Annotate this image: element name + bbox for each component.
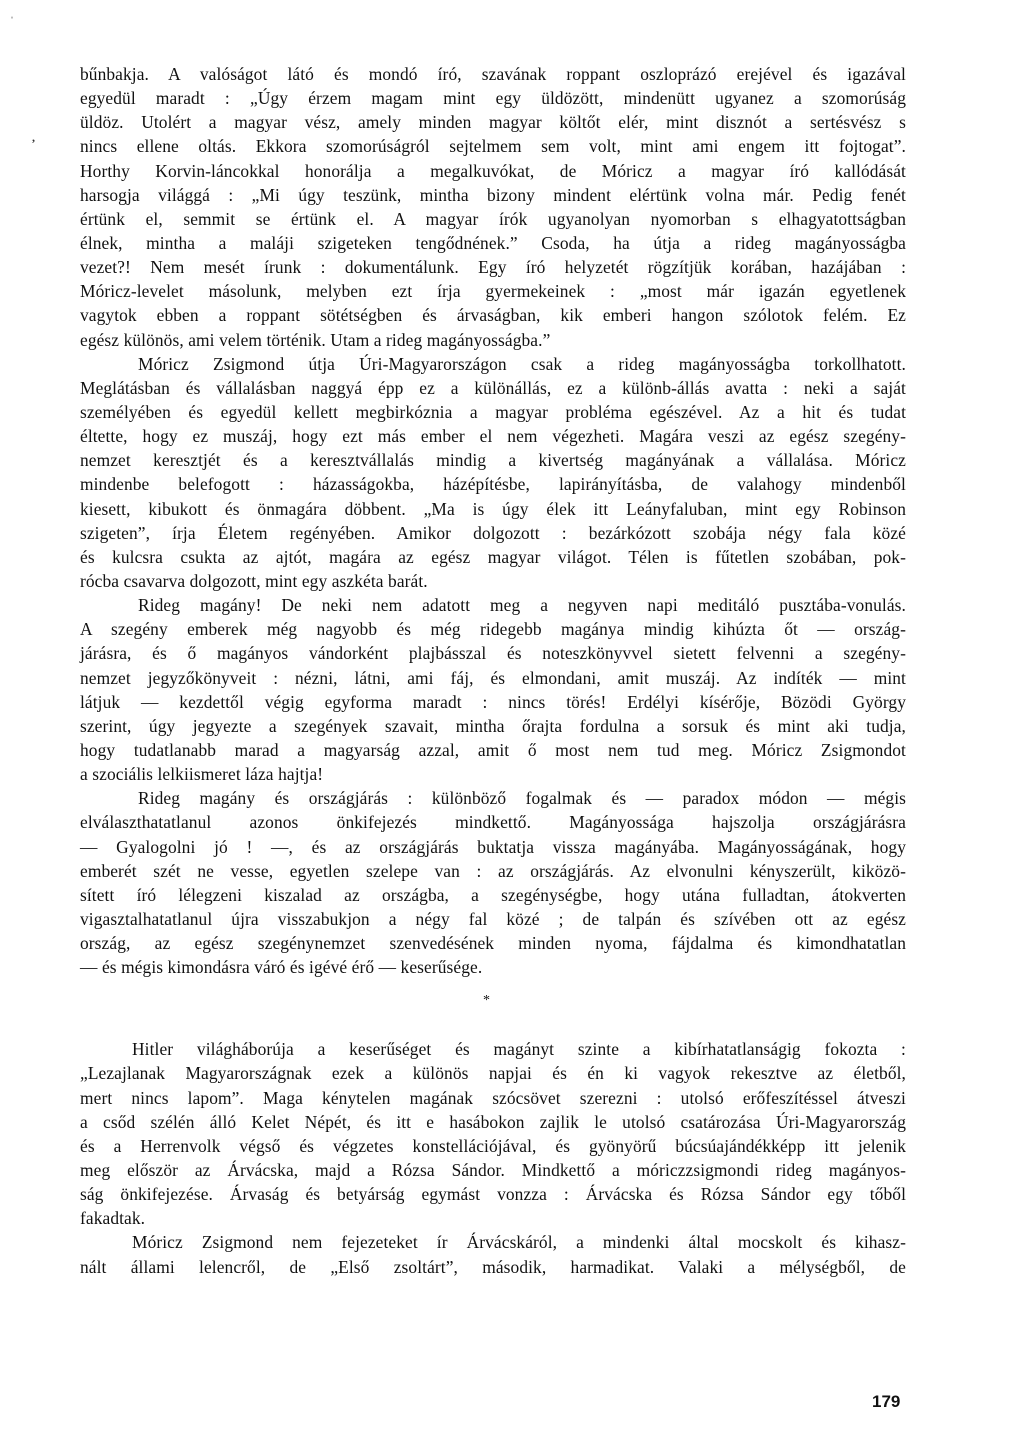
text-line: a szociális lelkiismeret láza hajtja! xyxy=(80,764,324,785)
text-line: látjuk — kezdettől végig egyforma maradt : nincs törés! Erdélyi kísérője, Bözödi György xyxy=(80,691,906,712)
paragraph xyxy=(80,593,906,786)
asterisk-separator: * xyxy=(483,993,490,1009)
page-number: 179 xyxy=(872,1392,901,1411)
text-line: nemzet jegyzőkönyveit : nézni, látni, ami fáj, és elmondani, amit muszáj. Az indíték — mint xyxy=(80,667,906,688)
text-line: hogy tudatlanabb marad a magyarság azzal, amit ő most nem tud meg. Móricz Zsigmondot xyxy=(80,739,906,760)
text-line: vagytok ebben a roppant sötétségben és árvaságban, kik emberi hangon szólotok felém. Ez xyxy=(80,305,906,326)
text-line: rócba csavarva dolgozott, mint egy aszkéta barát. xyxy=(80,570,428,591)
text-line: élnek, mintha a maláji szigeteken tengődnének.” Csoda, ha útja a rideg magányosságba xyxy=(80,232,906,253)
text-line: — és mégis kimondásra váró és igévé érő — keserűsége. xyxy=(80,957,483,978)
text-line: személyében és egyedül kellett megbirkóznia a magyar probléma egészével. Az a hit és tudat xyxy=(80,401,906,422)
paragraph xyxy=(80,1037,906,1230)
text-line: elválaszthatatlanul azonos önkifejezés mindkettő. Magányossága hajszolja országjárásra xyxy=(80,812,906,833)
text-line: a csőd szélén álló Kelet Népét, és itt e hasábokon zajlik le utolsó csatározása Úri-Magyarország xyxy=(80,1111,906,1132)
document-page xyxy=(80,62,906,1279)
text-line: és a Herrenvolk végső és végzetes konstellációjával, és gyönyörű búcsúajándékképp itt jelenik xyxy=(80,1135,906,1156)
paragraph xyxy=(80,62,906,352)
text-line: fakadtak. xyxy=(80,1208,146,1229)
text-line: nemzet keresztjét és a keresztvállalás mindig a kivertség magányának a vállalása. Móricz xyxy=(80,450,906,471)
text-line: Horthy Korvin-láncokkal honorálja a megalkuvókat, de Móricz a magyar író kallódását xyxy=(80,160,906,181)
paragraph xyxy=(80,352,906,593)
scan-speck: , xyxy=(32,130,35,144)
text-line: bűnbakja. A valóságot látó és mondó író, szavának roppant oszloprázó erejével és igazával xyxy=(80,64,906,84)
paragraph xyxy=(80,786,906,979)
text-line: szerint, úgy jegyezte a szegények szavait, mintha őrajta fordulna a sorsuk és mint aki tudja, xyxy=(80,715,906,736)
text-line: sített író lélegzeni kiszalad az országba, a szegénységbe, hogy utána fulladtan, átokverten xyxy=(80,884,906,905)
text-line: mindenbe belefogott : házasságokba, házépítésbe, lapirányításba, de valahogy mindenből xyxy=(80,474,906,495)
text-line: ság önkifejezése. Árvaság és betyárság egymást vonzza : Árvácska és Rózsa Sándor egy tőből xyxy=(80,1184,906,1205)
text-line: ország, az egész szegénynemzet szenvedésének minden nyoma, fájdalma és kimondhatatlan xyxy=(80,933,906,954)
text-line: értünk el, semmit se értünk el. A magyar írók ugyanolyan nyomorban s elhagyatottságban xyxy=(80,208,906,229)
text-line: Móricz-levelet másolunk, melyben ezt írja gyermekeinek : „most már igazán egyetlenek xyxy=(80,281,906,302)
text-line: egyedül maradt : „Úgy érzem magam mint egy üldözött, mindenütt ugyanez a szomorúság xyxy=(80,88,906,109)
text-line: Hitler világháborúja a keserűséget és magányt szinte a kibírhatatlanságig fokozta : xyxy=(132,1039,906,1060)
text-line: járásra, és ő magányos vándorként plajbásszal és noteszkönyvvel sietett felvenni a szegény- xyxy=(80,643,906,664)
text-line: vigasztalhatatlanul újra visszabukjon a négy fal közé ; de talpán és szívében ott az egész xyxy=(80,908,906,929)
text-line: mert nincs lapom”. Maga kénytelen magának szócsövet szerezni : utolsó erőfeszítéssel átveszi xyxy=(80,1087,906,1108)
text-line: harsogja világgá : „Mi úgy teszünk, mintha bizony mindent elértünk volna már. Pedig fenét xyxy=(80,184,906,205)
text-line: éltette, hogy ez muszáj, hogy ezt más ember el nem végezheti. Magára veszi az egész szegény- xyxy=(80,426,906,447)
text-line: A szegény emberek még nagyobb és még ridegebb magánya mindig kihúzta őt — ország- xyxy=(80,619,906,640)
text-line: Rideg magány! De neki nem adatott meg a negyven napi meditáló pusztába-vonulás. xyxy=(138,595,906,616)
paragraph xyxy=(80,1230,906,1278)
text-line: meg először az Árvácska, majd a Rózsa Sándor. Mindkettő a móriczzsigmondi rideg magányos- xyxy=(80,1160,906,1181)
section-separator xyxy=(80,979,906,1037)
text-line: nált állami lelencről, de „Első zsoltárt”, második, harmadikat. Valaki a mélységből, de xyxy=(80,1256,906,1277)
text-line: „Lezajlanak Magyarországnak ezek a különös napjai és én ki vagyok rekesztve az életből, xyxy=(80,1063,906,1084)
scan-speck: ˈ xyxy=(10,14,14,28)
text-line: Meglátásban és vállalásban naggyá épp ez a különállás, ez a különb-állás avatta : neki a saját xyxy=(80,377,906,398)
text-line: egész különös, ami velem történik. Utam a rideg magányosságba.” xyxy=(80,329,551,350)
text-line: Rideg magány és országjárás : különböző fogalmak és — paradox módon — mégis xyxy=(138,788,906,809)
text-line: Móricz Zsigmond útja Úri-Magyarországon csak a rideg magányosságba torkollhatott. xyxy=(138,353,906,374)
text-line: és kulcsra csukta az ajtót, magára az egész magyar világot. Télen is fűtetlen szobában, pok- xyxy=(80,546,906,567)
text-line: nincs ellene oltás. Ekkora szomorúságról sejtelmem sem volt, mint ami engem itt fojtogat”. xyxy=(80,136,906,157)
text-line: vezet?! Nem mesét írunk : dokumentálunk. Egy író helyzetét rögzítjük korában, hazájában : xyxy=(80,257,906,278)
text-line: üldöz. Utolért a magyar vész, amely minden magyar költőt elér, mint disznót a sertésvész s xyxy=(80,112,906,133)
text-line: kiesett, kibukott és önmagára döbbent. „Ma is úgy élek itt Leányfaluban, mint egy Robinson xyxy=(80,498,906,519)
text-line: szigeten”, írja Életem regényében. Amikor dolgozott : bezárkózott szobája négy fala közé xyxy=(80,522,906,543)
text-line: emberét szét ne vesse, egyetlen szelepe van : az országjárás. Az elvonulni kényszerült, kiközö- xyxy=(80,860,906,881)
text-line: Móricz Zsigmond nem fejezeteket ír Árvácskáról, a mindenki által mocskolt és kihasz- xyxy=(132,1232,906,1253)
text-line: — Gyalogolni jó ! —, és az országjárás buktatja vissza magányába. Magányosságának, hogy xyxy=(80,836,906,857)
